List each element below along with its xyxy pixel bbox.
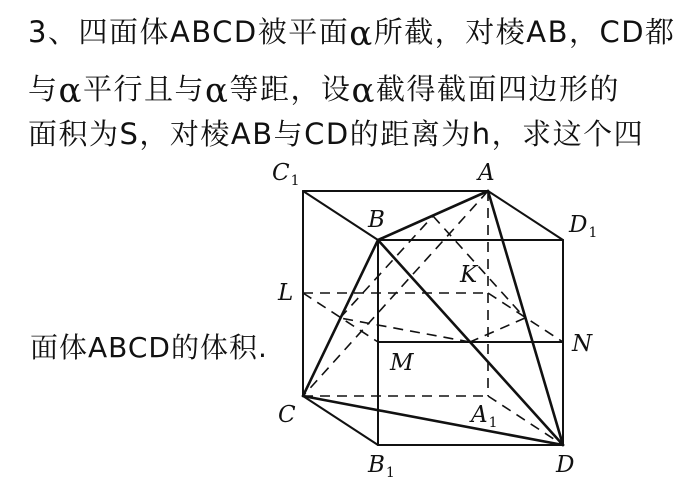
label-d1-subscript: 1 xyxy=(588,225,598,241)
problem-text-line-3: 面积为S，对棱AB与CD的距离为h，求这个四 xyxy=(28,117,645,151)
edge-a-d xyxy=(488,191,563,445)
alpha-symbol: α xyxy=(205,71,230,111)
label-c1-letter: C xyxy=(272,160,290,186)
label-a1-subscript: 1 xyxy=(488,415,498,431)
line1-text-after-alpha: 所截，对棱AB，CD都 xyxy=(373,15,676,49)
label-b1-subscript: 1 xyxy=(385,465,395,481)
label-c1-subscript: 1 xyxy=(290,173,300,189)
alpha-symbol: α xyxy=(351,71,376,111)
section-edge-3 xyxy=(470,318,525,342)
alpha-symbol: α xyxy=(58,71,83,111)
label-b: B xyxy=(368,207,385,233)
line2-text-part-4: 截得截面四边形的 xyxy=(375,72,620,106)
label-a1 xyxy=(469,402,498,431)
label-c: C xyxy=(278,402,296,428)
label-m: M xyxy=(390,350,414,376)
cross-section-quadrilateral xyxy=(340,216,525,342)
label-a: A xyxy=(478,160,495,186)
label-a1-letter: A xyxy=(471,402,488,428)
label-d1-letter: D xyxy=(569,212,588,238)
line2-text-part-3: 等距，设 xyxy=(229,72,352,106)
problem-text-line-4: 面体ABCD的体积. xyxy=(30,331,268,364)
line2-text-part-1: 与 xyxy=(28,72,59,106)
edge-a-b xyxy=(378,191,488,240)
label-n: N xyxy=(572,331,593,357)
geometry-figure xyxy=(270,160,610,480)
line2-text-part-2: 平行且与 xyxy=(82,72,205,106)
label-b1-letter: B xyxy=(368,452,385,478)
edge-c1-b xyxy=(303,191,378,240)
alpha-symbol: α xyxy=(349,14,374,54)
problem-text-line-2 xyxy=(28,71,620,111)
label-k: K xyxy=(460,262,478,288)
label-b1 xyxy=(367,452,395,481)
line1-text-before-alpha: 3、四面体ABCD被平面 xyxy=(28,15,350,49)
label-d1 xyxy=(568,212,597,241)
label-c1 xyxy=(272,160,300,189)
problem-text-line-1 xyxy=(28,14,676,54)
label-l: L xyxy=(278,280,294,306)
label-d: D xyxy=(556,452,575,478)
